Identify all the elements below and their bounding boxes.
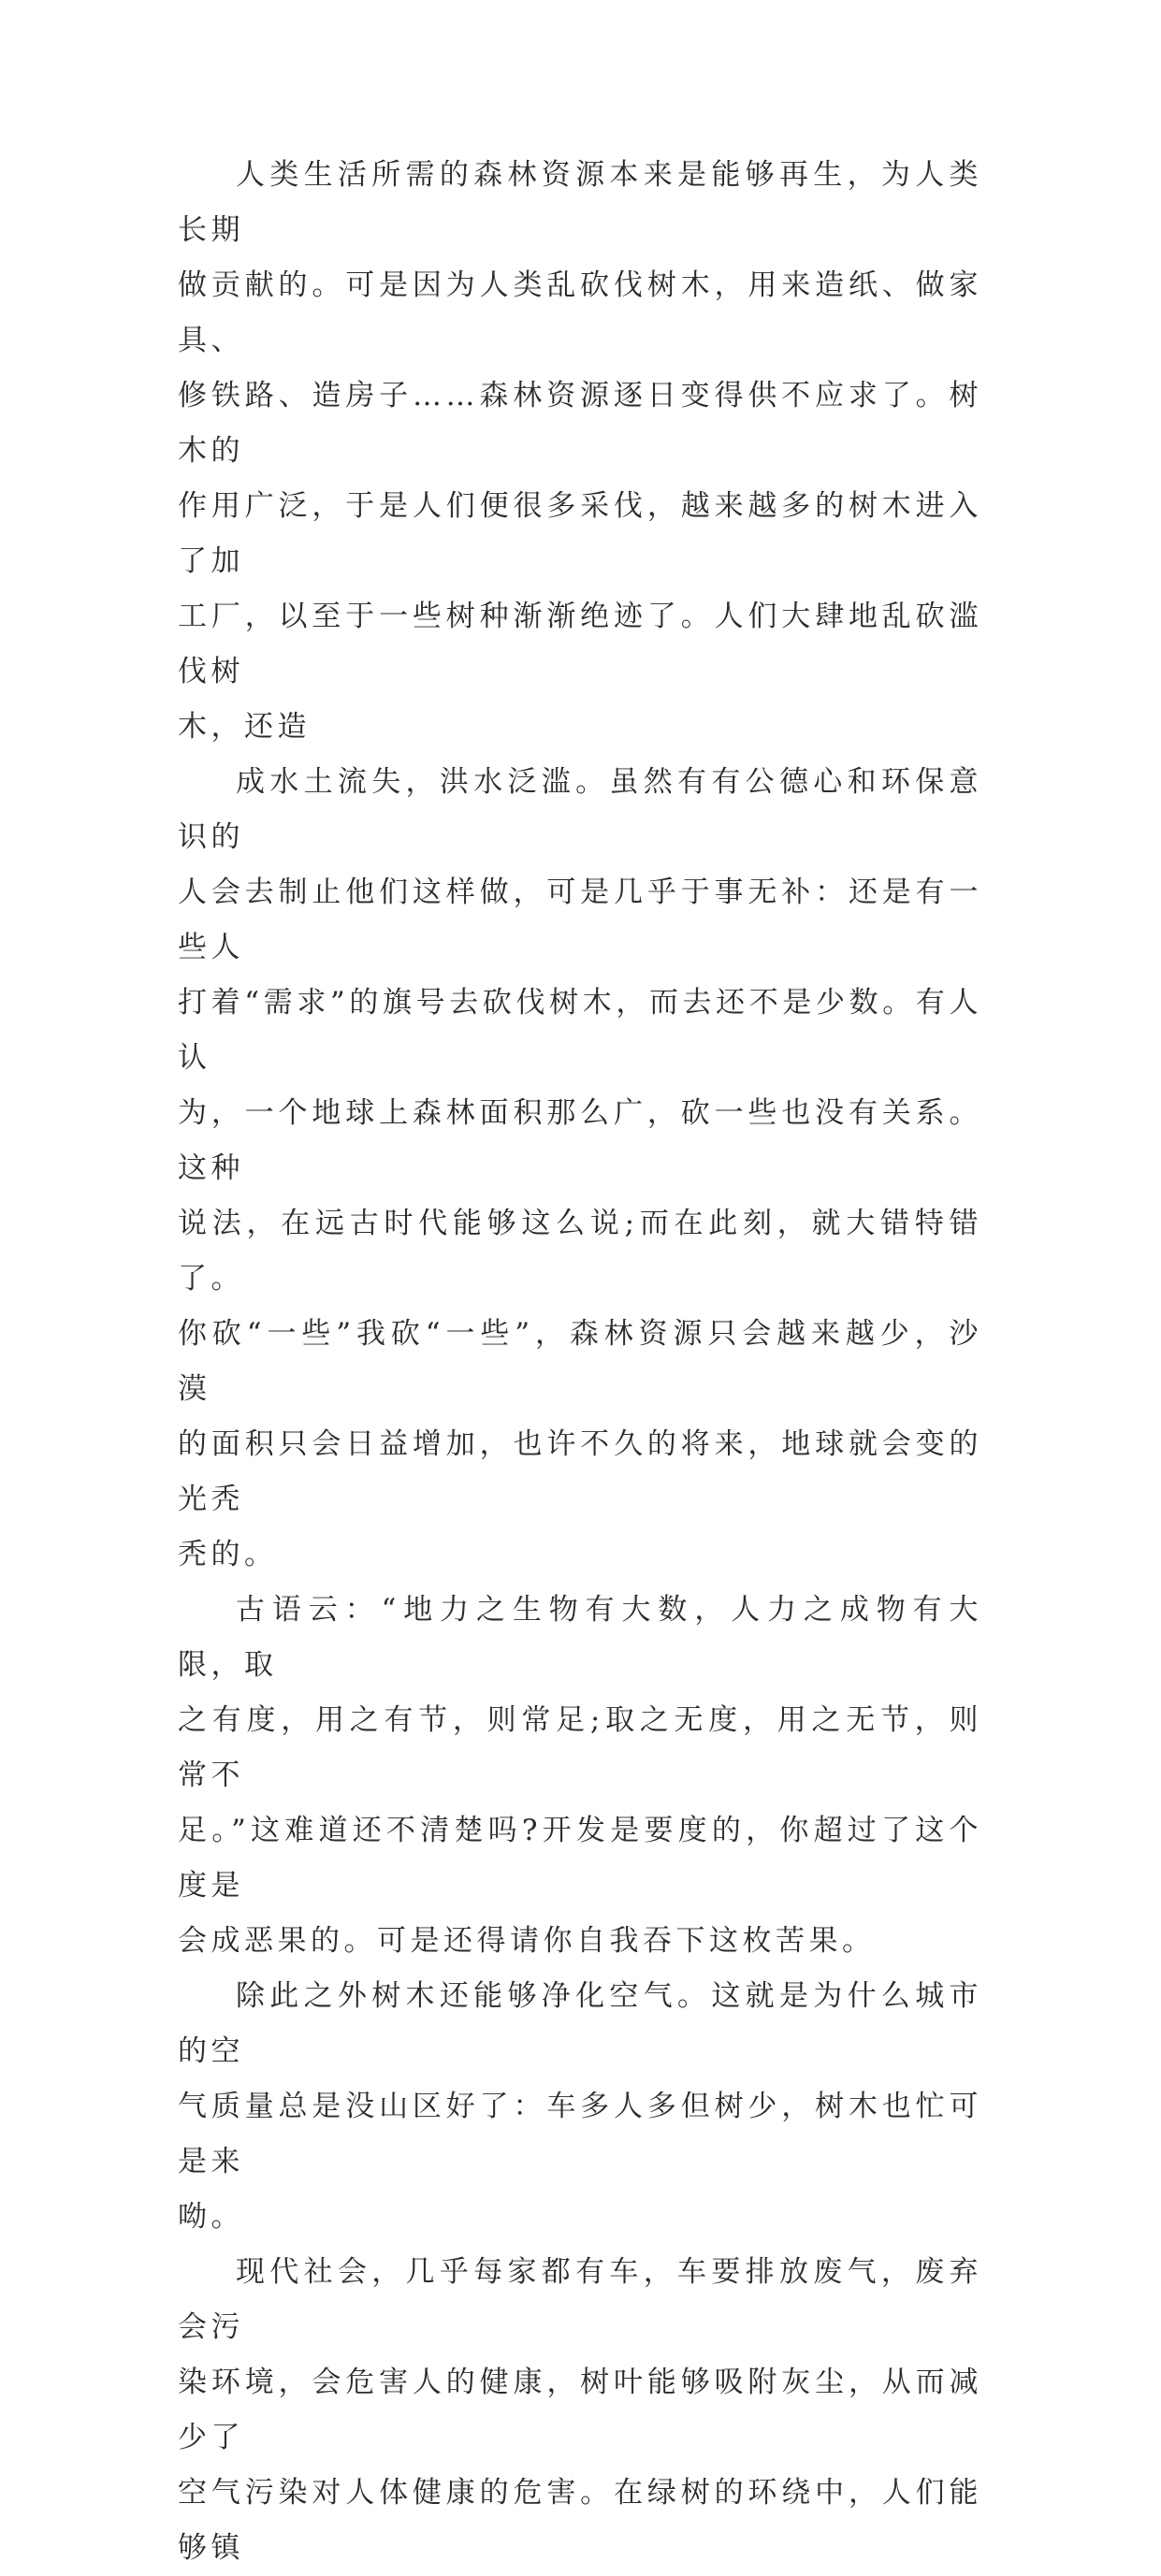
paragraph-3: 古语云：“地力之生物有大数，人力之成物有大限，取 之有度，用之有节，则常足;取之无度，用之无节，则常不 足。”这难道还不清楚吗?开发是要度的，你超过了这个度是 会成恶果的。可是还得请你自我吞下这枚苦果。 xyxy=(178,1593,982,1958)
paragraph-1: 人类生活所需的森林资源本来是能够再生，为人类长期 做贡献的。可是因为人类乱砍伐树木，用来造纸、做家具、 修铁路、造房子……森林资源逐日变得供不应求了。树木的 作用广泛，于是人们便很多采伐，越来越多的树木进入了加 工厂，以至于一些树种渐渐绝迹了。人们大肆地乱砍滥伐树 木，还造 xyxy=(178,158,982,744)
document-body xyxy=(178,148,982,2576)
paragraph-2: 成水土流失，洪水泛滥。虽然有有公德心和环保意识的 人会去制止他们这样做，可是几乎于事无补：还是有一些人 打着“需求”的旗号去砍伐树木，而去还不是少数。有人认 为，一个地球上森林面积那么广，砍一些也没有关系。这种 说法，在远古时代能够这么说;而在此刻，就大错特错了。 你砍“一些”我砍“一些”，森林资源只会越来越少，沙漠 的面积只会日益增加，也许不久的将来，地球就会变的光秃 秃的。 xyxy=(178,765,982,1571)
paragraph-4: 除此之外树木还能够净化空气。这就是为什么城市的空 气质量总是没山区好了：车多人多但树少，树木也忙可是来 呦。 xyxy=(178,1979,982,2234)
paragraph-5: 现代社会，几乎每家都有车，车要排放废气，废弃会污 染环境，会危害人的健康，树叶能够吸附灰尘，从而减少了 空气污染对人体健康的危害。在绿树的环绕中，人们能够镇 xyxy=(178,2255,982,2565)
